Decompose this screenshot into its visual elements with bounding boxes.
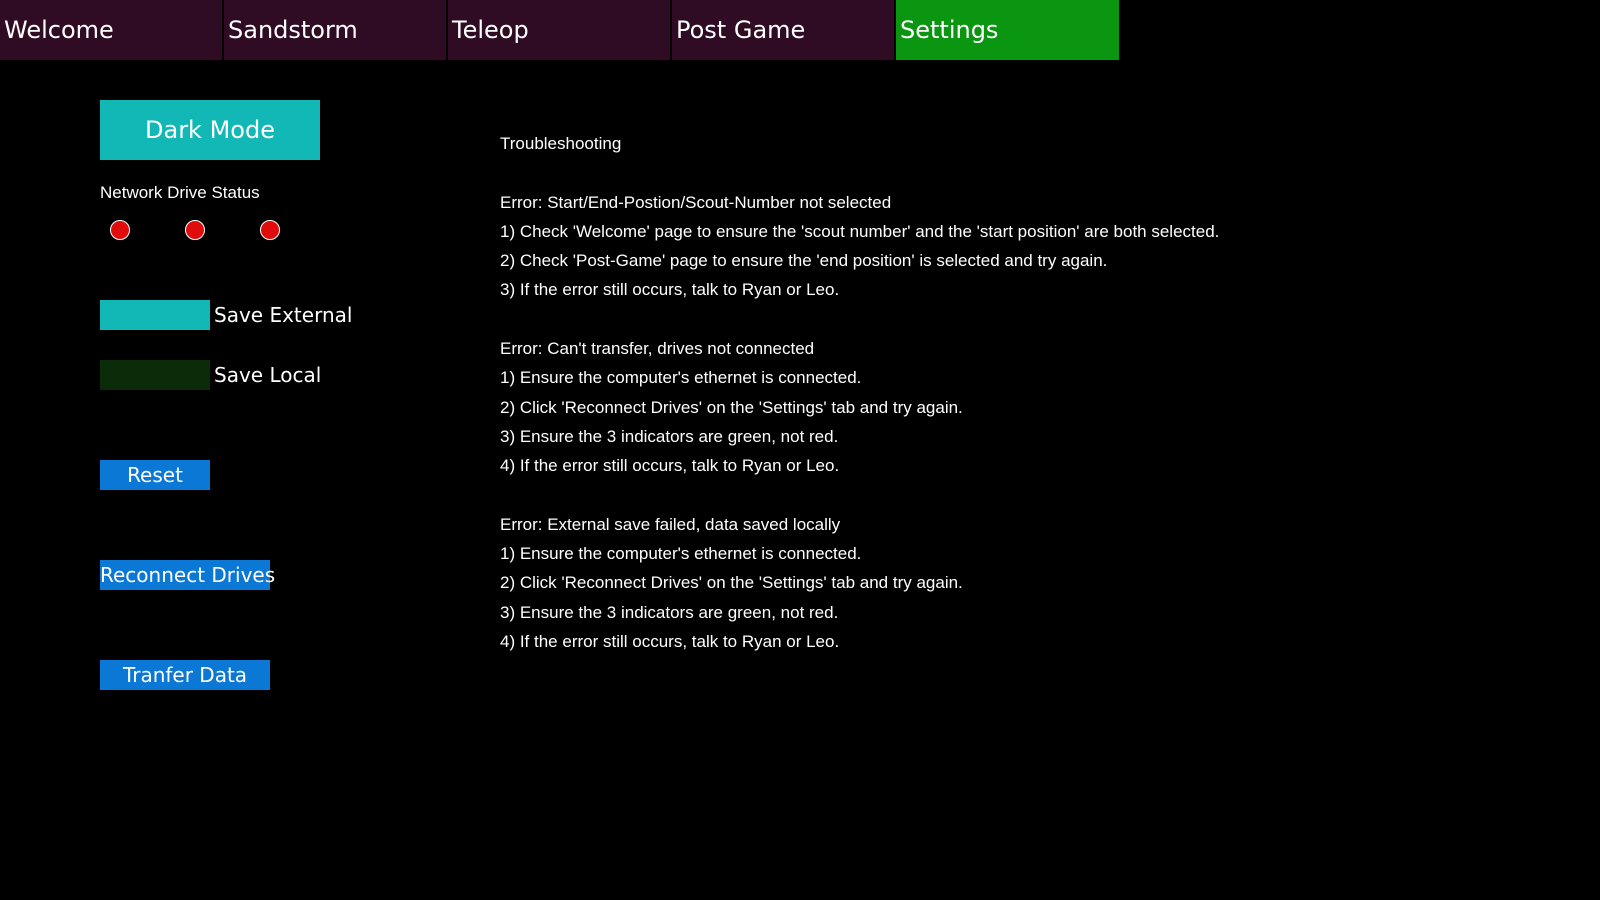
save-local-label: Save Local <box>214 363 322 387</box>
error-step: 4) If the error still occurs, talk to Ryan or Leo. <box>500 456 840 476</box>
save-external-label: Save External <box>214 303 353 327</box>
error-step: 1) Ensure the computer's ethernet is connected. <box>500 544 862 564</box>
tab-post-game[interactable]: Post Game <box>672 0 894 60</box>
tab-bar <box>0 0 1600 60</box>
error-step: 3) Ensure the 3 indicators are green, not red. <box>500 602 839 622</box>
troubleshooting-title: Troubleshooting <box>500 134 622 153</box>
drive-indicator-1 <box>110 220 130 240</box>
transfer-data-button[interactable]: Tranfer Data <box>100 660 270 690</box>
error-step: 4) If the error still occurs, talk to Ryan or Leo. <box>500 632 840 652</box>
error-heading: Error: External save failed, data saved locally <box>500 514 841 534</box>
tab-settings[interactable]: Settings <box>896 0 1119 60</box>
drive-indicator-2 <box>185 220 205 240</box>
network-drive-status-label: Network Drive Status <box>100 183 260 202</box>
error-step: 3) Ensure the 3 indicators are green, not red. <box>500 426 839 446</box>
troubleshooting-panel <box>500 129 1219 656</box>
save-local-indicator[interactable] <box>100 360 210 390</box>
drive-indicator-3 <box>260 220 280 240</box>
error-step: 2) Click 'Reconnect Drives' on the 'Settings' tab and try again. <box>500 573 963 593</box>
tab-welcome[interactable]: Welcome <box>0 0 222 60</box>
error-step: 2) Click 'Reconnect Drives' on the 'Settings' tab and try again. <box>500 397 963 417</box>
error-step: 3) If the error still occurs, talk to Ryan or Leo. <box>500 280 840 300</box>
tab-teleop[interactable]: Teleop <box>448 0 670 60</box>
tab-sandstorm[interactable]: Sandstorm <box>224 0 446 60</box>
error-step: 1) Ensure the computer's ethernet is connected. <box>500 368 862 388</box>
save-external-indicator[interactable] <box>100 300 210 330</box>
error-heading: Error: Can't transfer, drives not connected <box>500 339 815 359</box>
error-heading: Error: Start/End-Postion/Scout-Number not selected <box>500 192 892 212</box>
dark-mode-button[interactable]: Dark Mode <box>100 100 320 160</box>
error-step: 1) Check 'Welcome' page to ensure the 'scout number' and the 'start position' are both selected. <box>500 221 1220 241</box>
reset-button[interactable]: Reset <box>100 460 210 490</box>
reconnect-drives-button[interactable]: Reconnect Drives <box>100 560 270 590</box>
error-step: 2) Check 'Post-Game' page to ensure the 'end position' is selected and try again. <box>500 251 1108 271</box>
